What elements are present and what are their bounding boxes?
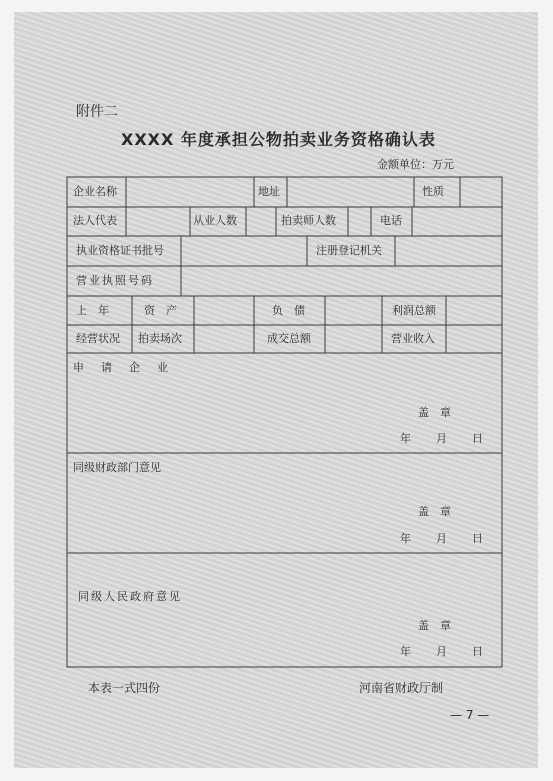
date-year-finance: 年 bbox=[400, 532, 411, 545]
label-total-profit: 利润总额 bbox=[392, 304, 436, 317]
seal-finance: 盖 章 bbox=[418, 505, 451, 518]
label-auctioneers: 拍卖师人数 bbox=[281, 214, 336, 227]
label-applicant: 申 请 企 业 bbox=[73, 361, 171, 374]
footer-issuer: 河南省财政厅制 bbox=[359, 681, 444, 695]
date-year-government: 年 bbox=[400, 645, 411, 658]
label-company-name: 企业名称 bbox=[73, 185, 117, 198]
date-year-applicant: 年 bbox=[400, 432, 411, 445]
label-total-deal: 成交总额 bbox=[267, 332, 311, 345]
label-employees: 从业人数 bbox=[193, 214, 237, 227]
seal-government: 盖 章 bbox=[418, 619, 451, 632]
label-phone: 电话 bbox=[380, 214, 402, 227]
label-license-no: 营业执照号码 bbox=[76, 274, 154, 287]
attachment-label: 附件二 bbox=[76, 104, 118, 120]
label-last-year: 上 年 bbox=[76, 304, 109, 317]
form-title: XXXX 年度承担公物拍卖业务资格确认表 bbox=[121, 130, 436, 149]
date-month-finance: 月 bbox=[436, 532, 447, 545]
label-reg-authority: 注册登记机关 bbox=[316, 244, 382, 257]
label-auction-sessions: 拍卖场次 bbox=[138, 332, 182, 345]
date-month-applicant: 月 bbox=[436, 432, 447, 445]
label-address: 地址 bbox=[258, 185, 280, 198]
label-finance-dept: 同级财政部门意见 bbox=[73, 461, 161, 474]
label-government: 同级人民政府意见 bbox=[78, 590, 182, 603]
label-legal-rep: 法人代表 bbox=[73, 214, 117, 227]
label-liabilities: 负 债 bbox=[272, 304, 305, 317]
date-day-finance: 日 bbox=[472, 532, 483, 545]
amount-unit: 金额单位：万元 bbox=[377, 158, 454, 171]
date-day-government: 日 bbox=[472, 645, 483, 658]
page-number: — 7 — bbox=[450, 708, 490, 722]
date-month-government: 月 bbox=[436, 645, 447, 658]
label-operation: 经营状况 bbox=[76, 332, 120, 345]
label-assets: 资 产 bbox=[144, 304, 177, 317]
date-day-applicant: 日 bbox=[472, 432, 483, 445]
footer-copies: 本表一式四份 bbox=[88, 681, 161, 695]
seal-applicant: 盖 章 bbox=[418, 406, 451, 419]
label-cert-no: 执业资格证书批号 bbox=[76, 244, 164, 257]
label-revenue: 营业收入 bbox=[391, 332, 435, 345]
label-nature: 性质 bbox=[422, 185, 444, 198]
